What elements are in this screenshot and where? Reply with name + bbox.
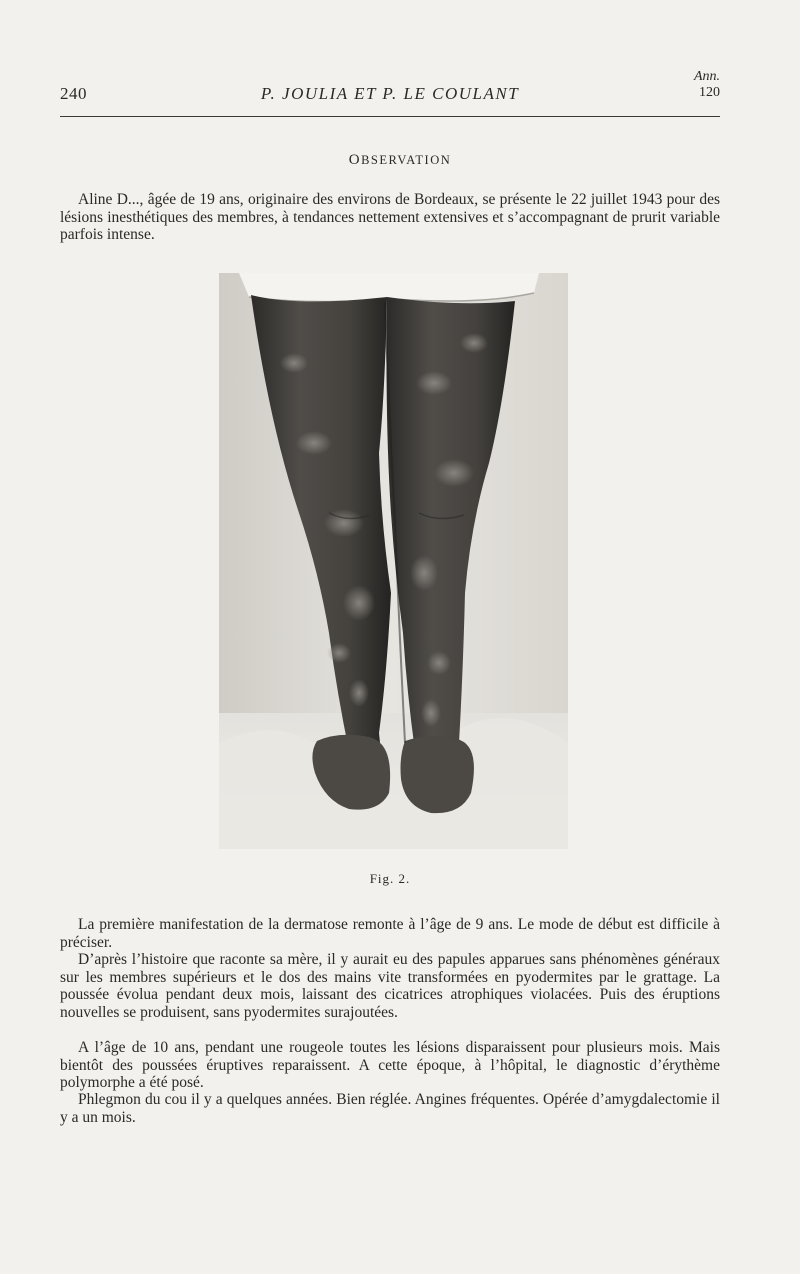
paragraph: A l’âge de 10 ans, pendant une rougeole toutes les lésions disparaissent pour plusieurs mois. Mais bientôt des poussées éruptives reparaissent. A cette époque, à l’hôpital, le diagnostic d’érythème polymorphe a été posé.	[60, 1039, 720, 1091]
journal-volume: 120	[699, 85, 720, 100]
header-rule	[60, 116, 720, 117]
journal-reference	[694, 69, 720, 101]
paragraph: Aline D..., âgée de 19 ans, originaire des environs de Bordeaux, se présente le 22 juillet 1943 pour des lésions inesthétiques des membres, à tendances nettement extensives et s’accompagnant de prurit variable parfois intense.	[60, 191, 720, 243]
section-title-initial: O	[348, 152, 362, 168]
paragraph: La première manifestation de la dermatose remonte à l’âge de 9 ans. Le mode de début est difficile à préciser.	[60, 916, 720, 951]
section-title	[0, 152, 800, 169]
journal-abbreviation: Ann.	[693, 69, 720, 84]
figure-caption: Fig. 2.	[369, 871, 411, 886]
running-head-authors: P. JOULIA ET P. LE COULANT	[260, 84, 520, 103]
page-number: 240	[60, 84, 87, 103]
figure-photograph	[219, 273, 568, 849]
photo-legs-icon	[219, 273, 568, 849]
paragraph: Phlegmon du cou il y a quelques années. Bien réglée. Angines fréquentes. Opérée d’amygdalectomie il y a un mois.	[60, 1091, 720, 1126]
section-title-rest: BSERVATION	[361, 153, 452, 167]
running-head	[60, 70, 720, 110]
paragraph: D’après l’histoire que raconte sa mère, il y aurait eu des papules apparues sans phénomènes généraux sur les membres supérieurs et le dos des mains vite transformées en pyodermites par le grattage. La poussée évolua pendant deux mois, laissant des cicatrices atrophiques violacées. Puis des éruptions nouvelles se produisent, sans pyodermites surajoutées.	[60, 951, 720, 1021]
